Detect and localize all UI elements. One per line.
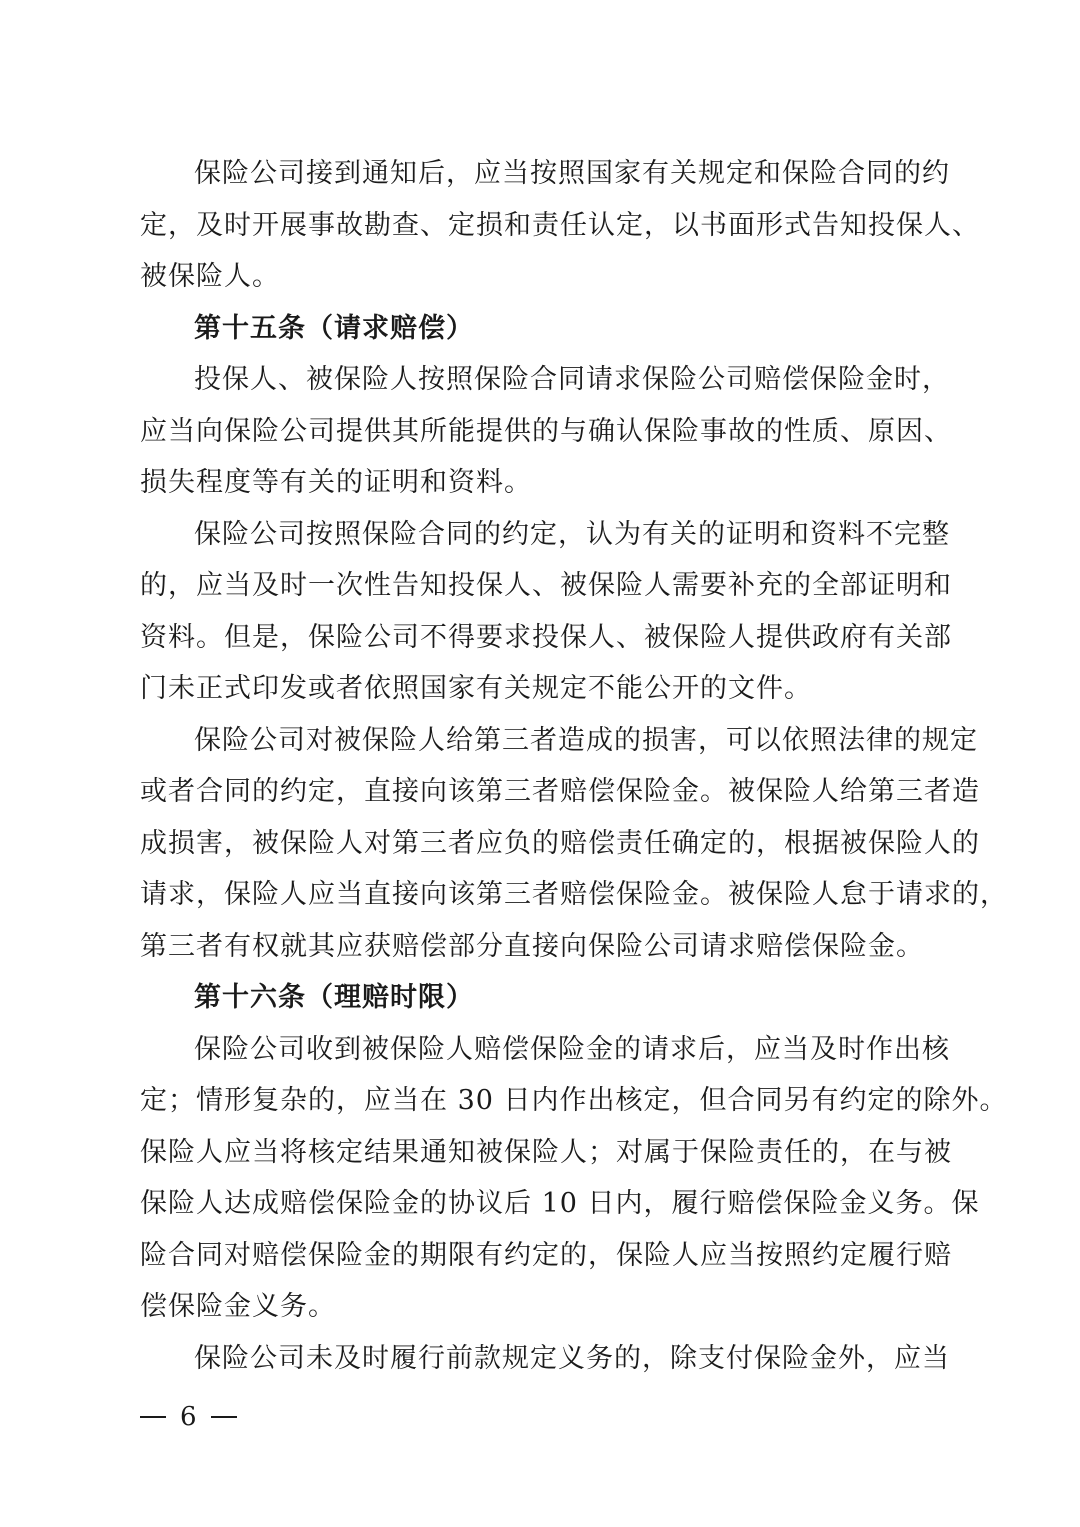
text-line: 保险公司未及时履行前款规定义务的，除支付保险金外，应当 <box>194 1342 950 1374</box>
text-line: 保险公司对被保险人给第三者造成的损害，可以依照法律的规定 <box>194 724 978 756</box>
text-line: 险合同对赔偿保险金的期限有约定的，保险人应当按照约定履行赔 <box>140 1239 952 1271</box>
text-line: 保险公司接到通知后，应当按照国家有关规定和保险合同的约 <box>194 158 950 189</box>
paragraph <box>140 148 980 303</box>
text-line: 或者合同的约定，直接向该第三者赔偿保险金。被保险人给第三者造 <box>140 776 980 807</box>
text-line: 定，及时开展事故勘查、定损和责任认定，以书面形式告知投保人、 <box>140 209 980 241</box>
text-line: 偿保险金义务。 <box>140 1291 336 1322</box>
dash-left <box>140 1416 166 1418</box>
text-line: 投保人、被保险人按照保险合同请求保险公司赔偿保险金时， <box>194 364 950 395</box>
text-line: 门未正式印发或者依照国家有关规定不能公开的文件。 <box>140 673 812 704</box>
paragraph <box>140 354 952 509</box>
article-heading: 第十五条（请求赔偿） <box>194 312 474 344</box>
text-line: 保险公司按照保险合同的约定，认为有关的证明和资料不完整 <box>194 518 950 550</box>
text-line: 请求，保险人应当直接向该第三者赔偿保险金。被保险人怠于请求的， <box>140 879 1008 910</box>
text-line: 应当向保险公司提供其所能提供的与确认保险事故的性质、原因、 <box>140 415 952 447</box>
paragraph <box>140 1024 1008 1333</box>
text-line: 定；情形复杂的，应当在 30 日内作出核定，但合同另有约定的除外。 <box>140 1085 1008 1116</box>
text-line: 第三者有权就其应获赔偿部分直接向保险公司请求赔偿保险金。 <box>140 930 924 962</box>
document-body <box>140 148 1008 1384</box>
paragraph <box>140 509 952 715</box>
text-line: 保险人应当将核定结果通知被保险人；对属于保险责任的，在与被 <box>140 1136 952 1168</box>
text-line: 资料。但是，保险公司不得要求投保人、被保险人提供政府有关部 <box>140 621 952 653</box>
paragraph <box>140 1333 950 1385</box>
text-line: 成损害，被保险人对第三者应负的赔偿责任确定的，根据被保险人的 <box>140 827 980 859</box>
dash-right <box>211 1416 237 1418</box>
text-line: 保险公司收到被保险人赔偿保险金的请求后，应当及时作出核 <box>194 1033 950 1065</box>
text-line: 损失程度等有关的证明和资料。 <box>140 467 532 498</box>
article-heading: 第十六条（理赔时限） <box>194 982 474 1013</box>
paragraph <box>140 715 1008 973</box>
text-line: 被保险人。 <box>140 261 280 292</box>
text-line: 的，应当及时一次性告知投保人、被保险人需要补充的全部证明和 <box>140 570 952 601</box>
page-footer <box>140 1402 237 1432</box>
text-line: 保险人达成赔偿保险金的协议后 10 日内，履行赔偿保险金义务。保 <box>140 1188 980 1219</box>
page-number: 6 <box>180 1402 197 1432</box>
